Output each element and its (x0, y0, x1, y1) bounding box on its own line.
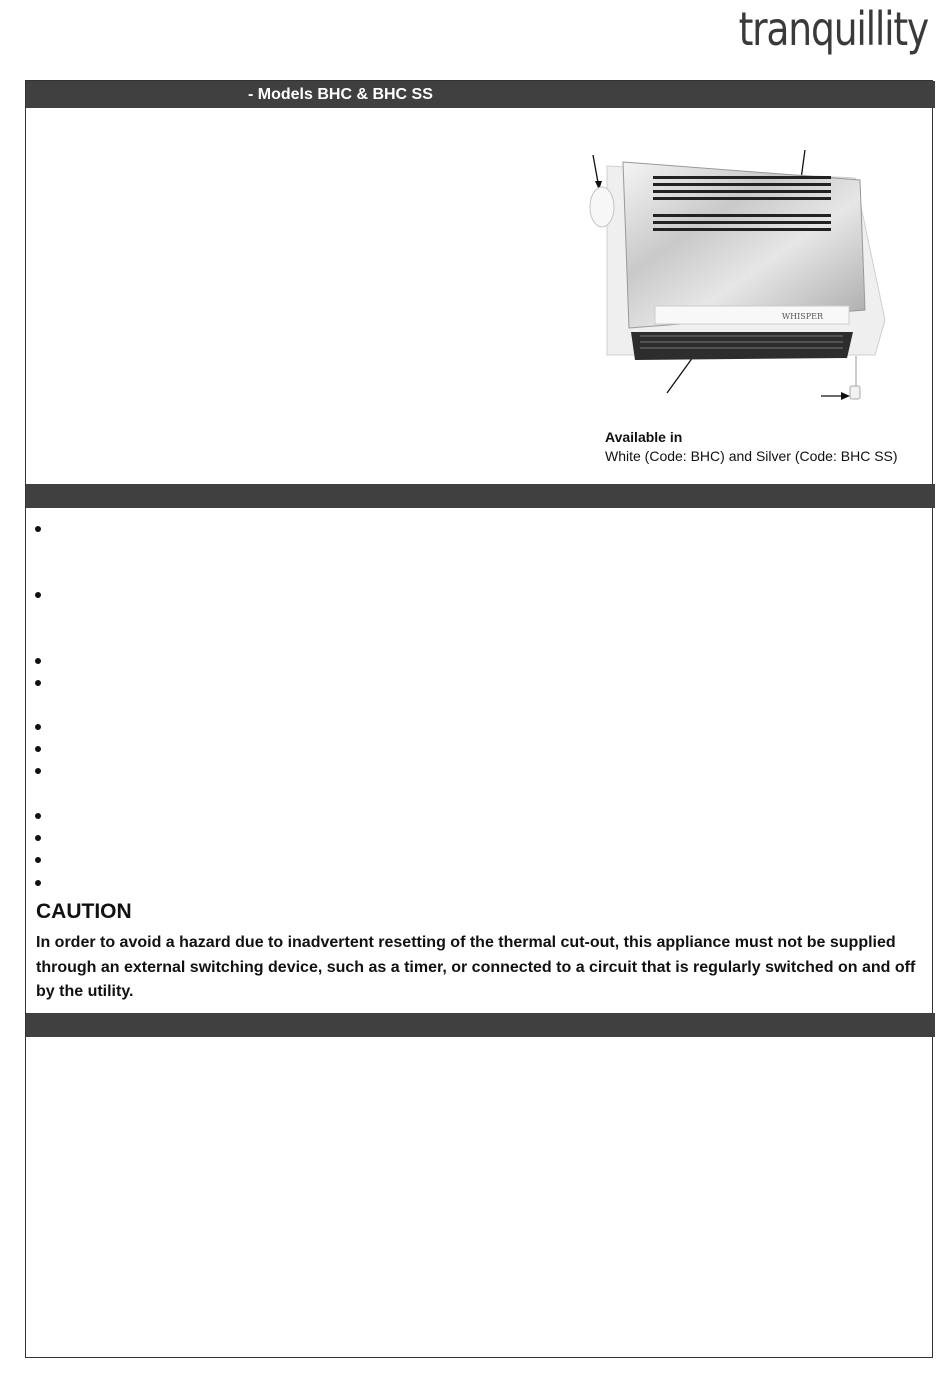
brand-logo: tranquillity (738, 2, 928, 56)
availability-heading: Available in (605, 429, 683, 445)
bullet-marker (35, 724, 41, 730)
section-header-third (26, 1013, 935, 1037)
bullet-marker (35, 835, 41, 841)
caution-title: CAUTION (36, 900, 132, 923)
bullet-marker (35, 813, 41, 819)
name-plate-text: WHISPER (781, 312, 823, 321)
availability-caption (605, 428, 898, 466)
section-title: - Models BHC & BHC SS (248, 86, 433, 103)
bullet-marker (35, 768, 41, 774)
bullet-marker (35, 880, 41, 886)
caution-text: In order to avoid a hazard due to inadvertent resetting of the thermal cut-out, this appliance must not be supplied through an external switching device, such as a timer, or connected to a circuit that is regularly switched on and off by the utility. (36, 934, 916, 1000)
bullet-marker (35, 857, 41, 863)
bullet-marker (35, 658, 41, 664)
fan-heater-image (585, 150, 895, 405)
bullet-marker (35, 526, 41, 532)
section-header-features (26, 484, 935, 508)
section-header-models (26, 81, 935, 108)
bullet-marker (35, 592, 41, 598)
bullet-marker (35, 680, 41, 686)
bullet-marker (35, 746, 41, 752)
availability-text: White (Code: BHC) and Silver (Code: BHC SS) (605, 448, 898, 464)
